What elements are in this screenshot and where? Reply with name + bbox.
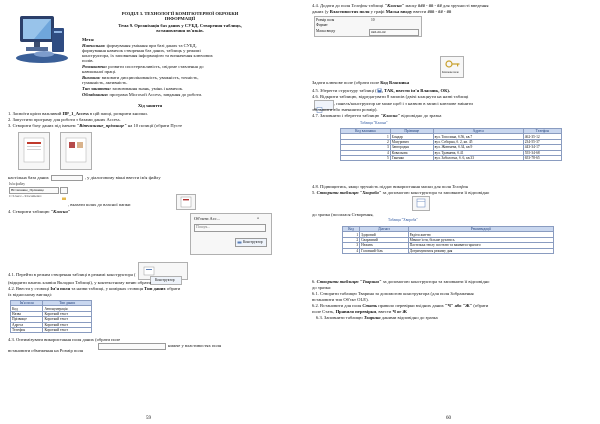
prop-format-label: Формат xyxy=(316,23,328,27)
step-6-2-i: Ч or Ж xyxy=(392,309,407,314)
step-4-6-b: , панель/конструктор не може щоб і з назвою в записі ключове змінити xyxy=(334,101,473,106)
design-col-type: Тип даних xyxy=(43,301,92,306)
ruler-icon xyxy=(237,240,242,245)
step-1-b: ПР_1_Access xyxy=(62,111,89,116)
blank-database-icon[interactable] xyxy=(18,132,50,170)
step-4-2-f: їх відносному вигляді: xyxy=(8,292,53,297)
cell: Пастелька теплу постелю та вживати гарячого xyxy=(408,243,553,248)
cell: вул. Заболотна, б. 6, кв.33 xyxy=(433,155,523,160)
prop-size-label: Розмір поля xyxy=(316,17,335,22)
cell: 443-34-17 xyxy=(523,145,561,150)
hvoroba-table-title: Таблиця "Хвороба" xyxy=(388,218,418,222)
topic-line-2: встановлення зв'язків. xyxy=(156,28,204,33)
cell: Завгородня xyxy=(390,145,433,150)
step-4-4-j: у графі xyxy=(370,9,385,14)
goal-line-2: формування навичок створення баз даних, таблиць у режимі xyxy=(82,48,201,53)
cell: вул. Травнева, б.41 xyxy=(433,150,523,155)
step-4-7-a: 4.7. Заповнити і зберегти таблицю xyxy=(312,113,380,118)
step-3-d: настільна база даних xyxy=(8,175,49,181)
step-6-e: до зразка: xyxy=(312,285,332,290)
step-6 xyxy=(312,279,489,284)
cell: Ковальова xyxy=(390,150,433,155)
step-4-6: 4.6. Відкрити таблицю, відредагувати 8 записів (двічі клацнути на назві таблиці xyxy=(312,94,469,99)
progress-title: Хід заняття xyxy=(137,103,163,108)
step-3-c: на 10 позиції (обрати Пусте xyxy=(127,123,183,128)
field-properties-panel xyxy=(314,16,422,37)
section-heading-2: ІНФОРМАЦІЇ xyxy=(164,16,196,21)
step-5-e: до зразка (посилася Створення, xyxy=(312,212,374,217)
blank-db-picture xyxy=(51,175,83,181)
collapse-pane-icon[interactable]: « xyxy=(257,215,260,220)
step-1 xyxy=(8,111,148,116)
blank-webapp-icon[interactable] xyxy=(60,132,92,170)
table-design-icon xyxy=(413,197,429,210)
file-path: C:\Users\...\Documents\ xyxy=(9,194,42,198)
step-5 xyxy=(312,190,489,195)
computer-illustration xyxy=(14,10,70,64)
template-preview-icon xyxy=(61,133,91,169)
cell: Дотримуватися режиму дня xyxy=(408,248,553,253)
step-4 xyxy=(8,209,70,214)
cell: 462-35-12 xyxy=(523,134,561,139)
cell: 4 xyxy=(343,248,360,253)
create-database-icon xyxy=(177,195,195,209)
meta-label: Мета: xyxy=(82,37,95,42)
step-6-3-b: Тварина xyxy=(363,315,381,320)
dev-label: Розвиваюча: xyxy=(82,64,108,69)
type-line xyxy=(82,86,183,91)
step-6-2-d: "Ч" або "Ж" xyxy=(444,303,473,308)
step-6-2-f: поле Стать, xyxy=(312,309,335,314)
field-name: Назва xyxy=(11,311,43,316)
step-4-2-b: Ім'я поля xyxy=(50,286,71,291)
equip-line xyxy=(82,92,202,97)
col-recommendations: Рекомендації xyxy=(408,227,553,232)
cell: 2 xyxy=(341,139,391,144)
step-1-a: 1. Засвоїти кріпп важливий xyxy=(8,111,62,116)
key-instruction-text: Задати ключове поле (обрати поле xyxy=(312,80,380,85)
goal-label: Навчальна: xyxy=(82,43,106,48)
col-address: Адреса xyxy=(433,129,523,134)
section-heading-1: РОЗДІЛ 3. ТЕХНОЛОГІЇ КОМП'ЮТЕРНОЇ ОБРОБКИ xyxy=(121,11,239,16)
key-instruction xyxy=(312,80,409,85)
step-4-4-l: ввести xyxy=(413,9,427,14)
step-4-5 xyxy=(312,88,450,93)
step-4-4-h: даних (у xyxy=(312,9,329,14)
input-mask-field[interactable] xyxy=(369,29,419,36)
step-4-3: 4.3. Оптимізувати використання поля даних (обрати поле xyxy=(8,337,121,342)
step-6-2-b: Стать xyxy=(362,303,378,308)
design-col-name: Ім'я поля xyxy=(11,301,43,306)
step-4-2-c: та назви таблиці, у комірках стовпця xyxy=(71,286,143,291)
hvoroba-table xyxy=(342,226,554,254)
cell: 4 xyxy=(341,150,391,155)
step-5-d: за допомогою конструктора та заповнити її відповідно xyxy=(382,190,490,195)
step-6-1: 6.1. Створити таблицю Тварина за допомогою конструктора (для поля Зображення xyxy=(312,291,474,296)
edu-text-1: виховати дисциплінованість, уважність, точність, xyxy=(101,75,199,80)
step-6-2-h: , ввести xyxy=(376,309,392,314)
browse-folder-button[interactable] xyxy=(60,187,68,194)
step-6-a: 6. xyxy=(312,279,316,284)
step-6-3-c: даними відповідно до зразка xyxy=(381,315,438,320)
cell: 1 xyxy=(343,232,360,237)
field-name: Прізвище xyxy=(11,317,43,322)
create-db-button[interactable] xyxy=(176,194,196,210)
step-6-2-e: (обрати xyxy=(473,303,489,308)
cell: 2 xyxy=(343,237,360,242)
page-number-right: 60 xyxy=(446,416,451,421)
file-name-value: Вітчизняне_Прізвище xyxy=(11,187,44,192)
step-4-8 xyxy=(312,184,468,189)
step-4-4-m: ### - ## - ## xyxy=(427,9,452,14)
step-4-4-f: ### - ## - ## xyxy=(418,3,442,8)
step-4-4-a: 4.4. Додати до поля xyxy=(312,3,351,8)
step-4-4-k: Маска вводу xyxy=(385,9,413,14)
field-type: Короткий текст xyxy=(43,322,92,327)
goal-text-1: формування умінння при базі даних та СУБД, xyxy=(106,43,197,48)
table-row[interactable] xyxy=(11,327,92,332)
step-4-4-d: "Класна" xyxy=(384,3,405,8)
type-text: засвоювання знань, умінь і навичок. xyxy=(112,86,184,91)
cell: 234-55-37 xyxy=(523,139,561,144)
edu-label: Виховна: xyxy=(82,75,101,80)
topic-line-1: Тема 9. Організація баз даних у СУБД. Створення таблиць, xyxy=(118,23,242,28)
step-4-3-b: нижче у властивостях поля xyxy=(168,343,222,348)
table-row[interactable] xyxy=(341,155,562,160)
step-4-4-b: Телефон xyxy=(351,3,368,8)
equip-label: Обладнання: xyxy=(82,92,109,97)
cell: Здоровий xyxy=(360,232,409,237)
goal-line-4: полів. xyxy=(82,58,94,63)
file-name-input[interactable] xyxy=(9,187,59,194)
step-4-5-c: Власник xyxy=(420,88,439,93)
step-6-1-b: встановити тип Об'єкт OLE). xyxy=(312,297,369,302)
klasna-table xyxy=(340,128,562,161)
table-row[interactable] xyxy=(343,248,554,253)
step-5-b: Створити таблицю xyxy=(316,190,359,195)
step-6-2-c: правило перевірки вхідних даних xyxy=(378,303,444,308)
cell: 3 xyxy=(343,243,360,248)
step-6-2-line-2 xyxy=(312,309,407,314)
page-number-left: 59 xyxy=(146,416,151,421)
step-4-6-c: збільшити або зменшити розмір). xyxy=(312,107,378,112)
prop-size-value[interactable]: 10 xyxy=(371,17,375,22)
step-4-a: 4. Створити таблицю xyxy=(8,209,50,214)
input-mask-value: ###-##-## xyxy=(371,29,386,34)
key-icon xyxy=(441,57,463,71)
designer-context-item[interactable] xyxy=(150,276,182,285)
col-phone: Телефон xyxy=(523,129,561,134)
database-template-icon xyxy=(19,133,49,169)
cell: Бондар xyxy=(390,134,433,139)
designer-menu-item[interactable] xyxy=(235,238,267,247)
page-right xyxy=(300,0,600,424)
dev-line-2: навчальної праці. xyxy=(82,69,117,74)
step-4-4-e: маску xyxy=(405,3,417,8)
step-4-5-a: 4.5. Зберегти структуру таблиці ( xyxy=(312,88,377,93)
cell: 653-78-65 xyxy=(523,155,561,160)
access-objects-pane xyxy=(190,213,272,255)
step-4-2-a: 4.2. Ввести у стовпці xyxy=(8,286,50,291)
field-name: Код xyxy=(11,306,43,311)
col-code: Код xyxy=(343,227,360,232)
cell: 3 xyxy=(341,145,391,150)
step-6-3 xyxy=(316,315,438,320)
prop-mask-label: Маска вводу xyxy=(316,29,336,33)
step-4-7-c: відповідно до зразка xyxy=(401,113,442,118)
step-4-4-line-2 xyxy=(312,9,451,14)
equip-text: програма Microsoft Access, завдання до роботи. xyxy=(109,92,203,97)
cell: Ганенко xyxy=(390,155,433,160)
key-field-label: Ключове поле xyxy=(442,71,459,74)
objects-search-input[interactable] xyxy=(194,224,266,232)
field-type: Короткий текст xyxy=(43,327,92,332)
step-3-line-2 xyxy=(8,175,161,181)
step-4-5-b: , ТАК, ввести ім'я xyxy=(381,88,420,93)
cell: Сварливий xyxy=(360,237,409,242)
cell: вул. Жовтнева, б.34, кв.9 xyxy=(433,145,523,150)
step-4-1-b: (відкрити панель клавіш Вкладки Таблиці), у контекстному меню обрати xyxy=(8,280,151,285)
cell: вул. Соборна, б. 2, кв. 45 xyxy=(433,139,523,144)
file-name-label: Ім'я файлу xyxy=(9,182,26,186)
cell: Головний біль xyxy=(360,248,409,253)
designer-label: Конструктор xyxy=(243,239,263,244)
step-6-b: Створити таблицю xyxy=(316,279,359,284)
step-3-b: "Вітчизняне_прізвище" xyxy=(76,123,127,128)
cell: 1 xyxy=(341,134,391,139)
goal-line-3: конструктора, їх заповнення інформацією та визначення ключових xyxy=(82,53,213,58)
key-field-name: Код Власника xyxy=(380,80,410,85)
step-4-b: "Класна" xyxy=(50,209,71,214)
step-4-3-c: встановити обмеження на Розмір поля xyxy=(8,348,84,353)
step-4-2 xyxy=(8,286,180,291)
col-diagnosis: Діагноз xyxy=(360,227,409,232)
step-4-7 xyxy=(312,113,441,118)
step-4-4 xyxy=(312,3,489,8)
designer-context-label: Конструктор xyxy=(155,277,175,282)
objects-pane-title: Об'єкти Acc... xyxy=(194,216,220,221)
primary-key-button[interactable] xyxy=(440,56,464,78)
computer-icon xyxy=(14,10,70,64)
klasna-table-title: Таблиця "Класна" xyxy=(360,121,388,125)
field-size-input[interactable] xyxy=(98,343,166,350)
step-6-d: за допомогою конструктора та заповнити її відповідно xyxy=(382,279,490,284)
dev-text-1: розвити спостережливість, свідоме ставлення до xyxy=(108,64,204,69)
objects-search-placeholder: Пошук... xyxy=(196,225,211,229)
step-4-4-i: Властивостях поля xyxy=(329,9,370,14)
step-6-2-a: 6.2. Встановити для поля xyxy=(312,303,362,308)
field-name: Адреса xyxy=(11,322,43,327)
cell: вул. Тополина, б.56, кв.7 xyxy=(433,134,523,139)
cell: Мазурович xyxy=(390,139,433,144)
step-4-5-d: , ОК). xyxy=(438,88,451,93)
fields-design-table xyxy=(10,300,92,333)
step-6-3-a: 6.3. Заповнити таблицю xyxy=(316,315,363,320)
step-4-2-e: обрати xyxy=(166,286,181,291)
step-3-a: 3. Створити базу даних під іменем xyxy=(8,123,76,128)
step-3 xyxy=(8,123,182,128)
step-4-7-b: "Класна" xyxy=(380,113,401,118)
cell: 555-34-68 xyxy=(523,150,561,155)
type-label: Тип заняття: xyxy=(82,86,112,91)
step-5-c: "Хвороба" xyxy=(359,190,382,195)
step-6-c: "Тварина" xyxy=(359,279,382,284)
step-4-1: 4.1. Перейти в режим створення таблиці в режимі конструктора ( xyxy=(8,272,136,277)
folder-icon xyxy=(61,196,67,201)
step-4-2-d: Тип даних xyxy=(144,286,166,291)
field-type: Короткий текст xyxy=(43,311,92,316)
cell: Радіти життю xyxy=(408,232,553,237)
step-6-2-g: Правило перевірки xyxy=(335,309,377,314)
edu-line-2: гуманність, активність. xyxy=(82,80,128,85)
step-4-8-a: 4.8. Підвищитись, якщо зручність піддає використання маски для поля xyxy=(312,184,451,189)
step-1-c: в цій папці, розкрити кнопки. xyxy=(89,111,148,116)
step-3-path: , вказати шлях до власної папки xyxy=(68,202,131,207)
field-type: Автонумерація xyxy=(43,306,92,311)
field-name: Телефон xyxy=(11,327,43,332)
step-3-e: , у діалоговому вікні ввести ім'я файлу xyxy=(84,175,161,181)
table-design-button[interactable] xyxy=(412,196,430,211)
step-4-4-c: таблиці xyxy=(368,3,384,8)
field-type: Короткий текст xyxy=(43,317,92,322)
cell: Менше їсти, більше рухатись xyxy=(408,237,553,242)
col-owner-code: Код власника xyxy=(341,129,391,134)
cell: Нежить xyxy=(360,243,409,248)
step-2: 2. Запустити програму для роботи з базами даних Access. xyxy=(8,117,121,122)
cell: 5 xyxy=(341,155,391,160)
step-4-8-b: Телефон xyxy=(452,184,469,189)
step-6-2 xyxy=(312,303,488,308)
col-surname: Прізвище xyxy=(390,129,433,134)
step-4-4-g: для зручності введення xyxy=(442,3,489,8)
step-5-a: 5. xyxy=(312,190,316,195)
